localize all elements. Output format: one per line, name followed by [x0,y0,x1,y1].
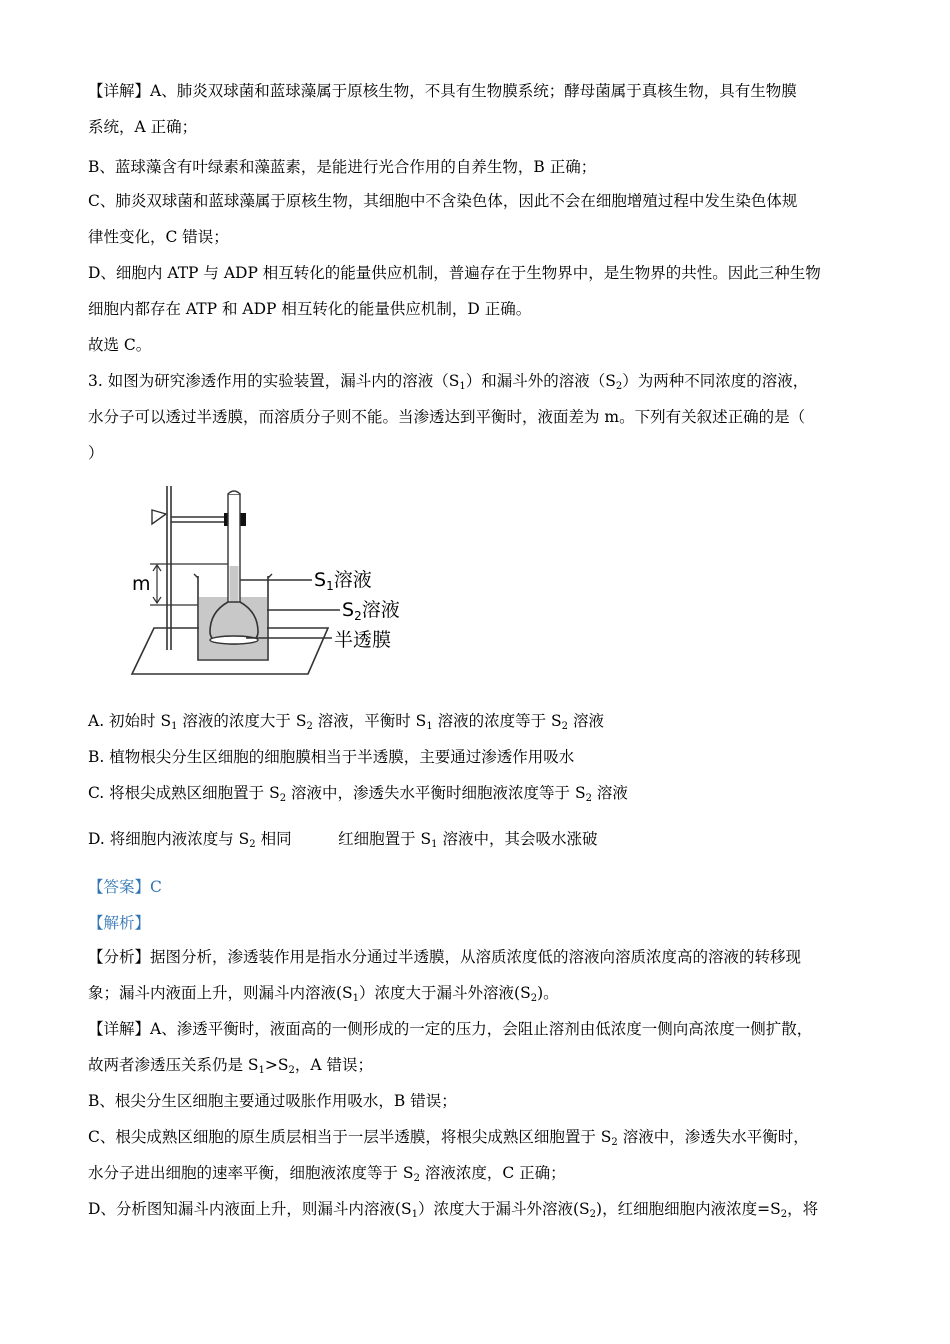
text-run: ，A 错误； [294,1056,374,1074]
text-line [88,298,531,320]
s1-solution-label: $S_1$溶液 [314,569,372,593]
text-run: 系统，A 正确； [88,118,198,136]
text-line [88,334,151,356]
text-line [88,1090,457,1112]
text-line [88,262,821,284]
s1-solution [230,566,239,606]
text-line [88,406,805,428]
text-run: 细胞内都存在 ATP 和 ADP 相互转化的能量供应机制，D 正确。 [88,300,532,318]
subscript: 2 [279,793,287,804]
text-line [88,1198,818,1220]
text-line [88,982,559,1004]
text-run: ）浓度大于漏斗外溶液(S [359,984,531,1002]
text-run: 溶液中，渗透失水平衡时细胞液浓度等于 S [286,784,586,802]
text-run: 故选 C。 [88,336,152,354]
text-line [88,370,808,392]
text-line [88,828,597,850]
m-label: m [132,573,151,595]
text-line [88,912,150,934]
text-run: ）浓度大于漏斗外溶液(S [417,1200,590,1218]
subscript: 1 [426,721,433,732]
subscript: 1 [258,1065,265,1076]
text-run: 溶液的浓度大于 S [177,712,307,730]
subscript: 1 [411,1209,418,1220]
text-line [88,156,596,178]
text-run: 水分子进出细胞的速率平衡，细胞液浓度等于 S [88,1164,414,1182]
text-run: ） [88,444,104,462]
text-run: ）和漏斗外的溶液（S [465,372,616,390]
subscript: 2 [589,1209,597,1220]
text-run: C. 将根尖成熟区细胞置于 S [88,784,280,802]
text-run: D. 将细胞内液浓度与 S [88,830,250,848]
text-run: D、分析图知漏斗内液面上升，则漏斗内溶液(S [88,1200,412,1218]
text-run: >S [264,1056,289,1074]
s2-solution-label: $S_2$溶液 [342,599,400,623]
subscript: 2 [288,1065,295,1076]
text-run: 【解析】 [88,914,151,932]
text-run: 溶液 [591,784,628,802]
subscript: 2 [585,793,592,804]
text-run: 象；漏斗内液面上升，则漏斗内溶液(S [88,984,353,1002]
text-line [88,1162,566,1184]
text-run: 【分析】据图分析，渗透装作用是指水分通过半透膜，从溶质浓度低的溶液向溶质浓度高的溶液的转移现 [88,948,802,966]
text-run: B、根尖分生区细胞主要通过吸胀作用吸水，B 错误； [88,1092,457,1110]
text-run: )，红细胞细胞内液浓度=S [596,1200,781,1218]
text-run: A. 初始时 S [88,712,172,730]
osmosis-apparatus-figure [128,484,428,680]
text-line [88,746,574,768]
text-run: 故两者渗透压关系仍是 S [88,1056,259,1074]
text-run: 【答案】C [88,878,162,896]
semipermeable-membrane-label: 半透膜 [334,629,392,651]
text-run: 溶液的浓度等于 S [432,712,562,730]
text-run: 水分子可以透过半透膜，而溶质分子则不能。当渗透达到平衡时，液面差为 m。下列有关叙述正确的是（ [88,408,806,426]
subscript: 1 [352,993,360,1004]
subscript: 2 [615,381,623,392]
text-run: 溶液 [568,712,604,730]
text-line [88,946,801,968]
text-run: 相同 红细胞置于 S [255,830,432,848]
text-run: C、根尖成熟区细胞的原生质层相当于一层半透膜，将根尖成熟区细胞置于 S [88,1128,612,1146]
text-line [88,782,628,804]
subscript: 1 [431,839,438,850]
text-run: 【详解】A、渗透平衡时，液面高的一侧形成的一定的压力，会阻止溶剂由低浓度一侧向高浓度一侧扩散， [88,1020,813,1038]
text-run: 【详解】A、肺炎双球菌和蓝球藻属于原核生物，不具有生物膜系统；酵母菌属于真核生物，具有生物膜 [88,82,797,100]
text-run: C、肺炎双球菌和蓝球藻属于原核生物，其细胞中不含染色体，因此不会在细胞增殖过程中发生染色体规 [88,192,798,210]
subscript: 1 [459,381,466,392]
text-run: B. 植物根尖分生区细胞的细胞膜相当于半透膜，主要通过渗透作用吸水 [88,748,575,766]
text-run: )。 [537,984,559,1002]
subscript: 2 [530,993,538,1004]
text-run: ，将 [787,1200,819,1218]
text-line [88,190,797,212]
text-line [88,116,197,138]
text-line [88,226,229,248]
text-line [88,1054,373,1076]
clamp-knob [152,510,166,524]
subscript: 2 [561,721,569,732]
subscript: 2 [780,1209,788,1220]
text-run: B、蓝球藻含有叶绿素和藻蓝素，是能进行光合作用的自养生物，B 正确； [88,158,597,176]
text-run: 溶液中，渗透失水平衡时， [617,1128,809,1146]
semipermeable-membrane [210,636,258,644]
text-line [88,442,104,464]
text-line [88,1126,809,1148]
text-run: 溶液，平衡时 S [312,712,427,730]
subscript: 2 [611,1137,618,1148]
text-run: 律性变化，C 错误； [88,228,229,246]
text-line [88,1018,812,1040]
subscript: 2 [249,839,256,850]
subscript: 2 [413,1173,420,1184]
text-line [88,80,797,102]
text-run: D、细胞内 ATP 与 ADP 相互转化的能量供应机制，普遍存在于生物界中，是生物界的共性。因此三种生物 [88,264,821,282]
subscript: 1 [171,721,178,732]
text-line [88,710,604,732]
subscript: 2 [306,721,313,732]
text-run: 溶液浓度，C 正确； [419,1164,566,1182]
text-run: ）为两种不同浓度的溶液， [622,372,809,390]
text-run: 3. 如图为研究渗透作用的实验装置，漏斗内的溶液（S [88,372,460,390]
text-line [88,876,162,898]
text-run: 溶液中，其会吸水涨破 [437,830,598,848]
